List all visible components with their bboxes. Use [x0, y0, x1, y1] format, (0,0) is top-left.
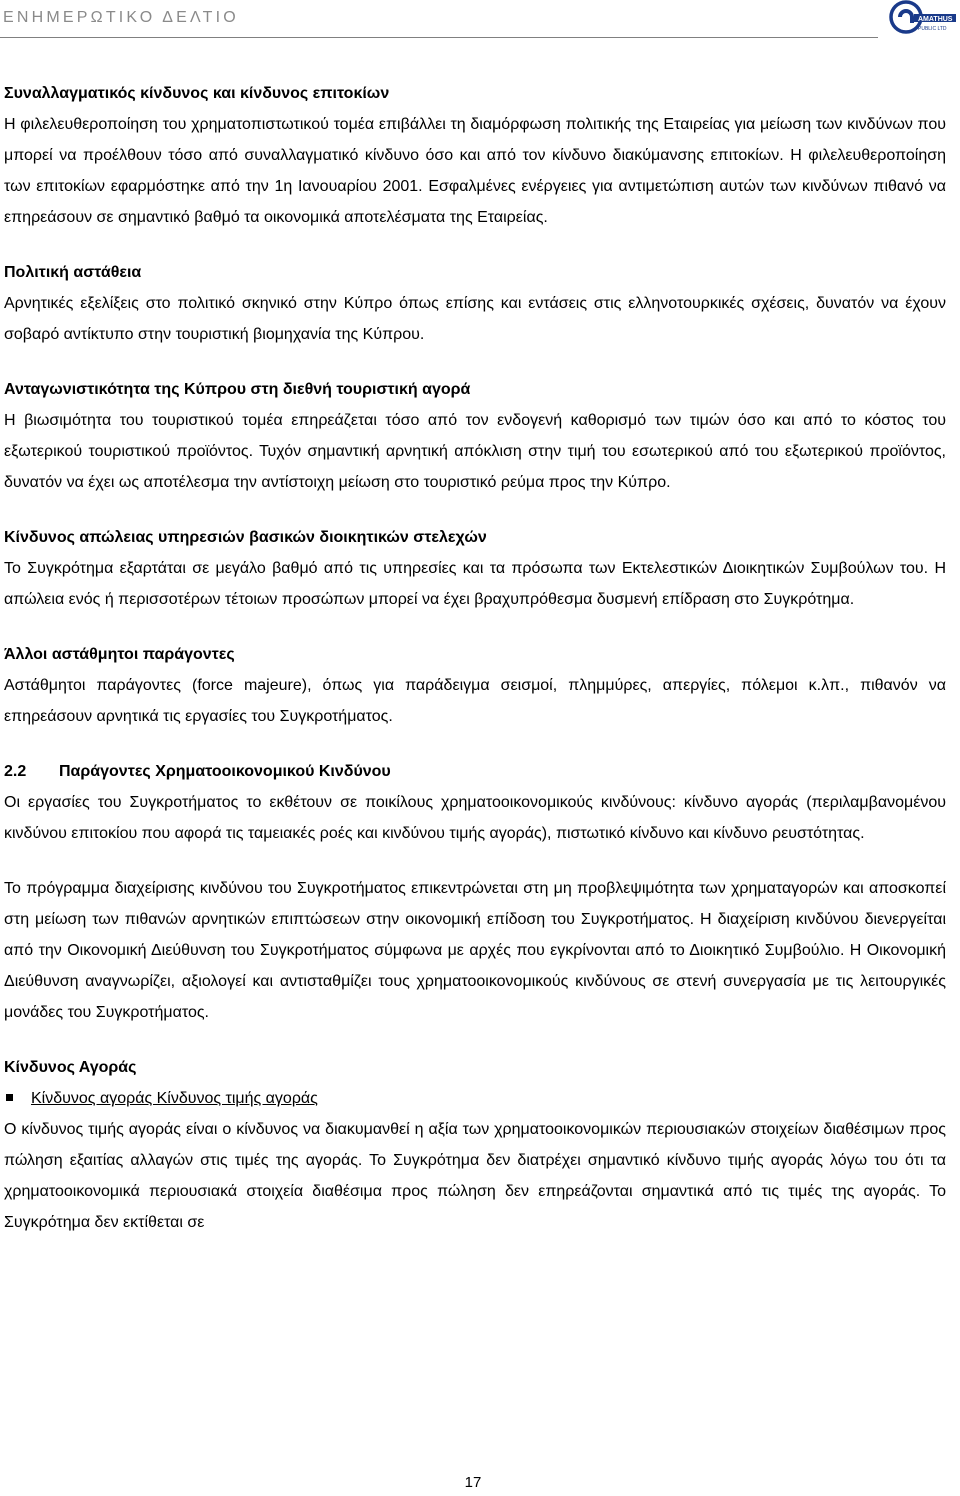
section-paragraph: Οι εργασίες του Συγκροτήματος το εκθέτουν σε ποικίλους χρηματοοικονομικούς κινδύνους: κίνδυνο αγοράς (περιλαμβανομένου κινδύνου επιτοκίου που αφορά τις ταμειακές ροές και κινδύνου τιμής αγοράς), πιστωτικό κίνδυνο και κίνδυνο ρευστότητας. [4, 794, 946, 842]
section-paragraph: Ο κίνδυνος τιμής αγοράς είναι ο κίνδυνος να διακυμανθεί η αξία των χρηματοοικονομικών περιουσιακών στοιχείων διαθέσιμων προς πώληση εξαιτίας αλλαγών στις τιμές της αγοράς. Το Συγκρότημα δεν διατρέχει σημαντικό κίνδυνο τιμής αγοράς λόγω του ότι τα χρηματοοικονομικά περιουσιακά στοιχεία διαθέσιμα προς πώληση δεν επηρεάζονται σημαντικά από τις τιμές της αγοράς. Το Συγκρότημα δεν εκτίθεται σε [4, 1121, 946, 1231]
header-rule [0, 37, 878, 38]
section-paragraph: Το Συγκρότημα εξαρτάται σε μεγάλο βαθμό από τις υπηρεσίες και τα πρόσωπα των Εκτελεστικών Διοικητικών Συμβούλων του. Η απώλεια ενός ή περισσοτέρων τέτοιων προσώπων μπορεί να έχει βραχυπρόθεσμα δυσμενή επίδραση στο Συγκρότημα. [4, 560, 946, 608]
section-force-majeure [4, 639, 946, 732]
section-fx-interest-risk [4, 78, 946, 233]
section-heading: Άλλοι αστάθμητοι παράγοντες [4, 646, 235, 663]
section-paragraph: Η βιωσιμότητα του τουριστικού τομέα επηρεάζεται τόσο από τον ενδογενή καθορισμό των τιμών όσο και από το κόστος του εξωτερικού τουριστικού προϊόντος. Τυχόν σημαντική αρνητική απόκλιση στην τιμή του εσωτερικού από του εξωτερικού προϊόντος, δυνατόν να έχει ως αποτέλεσμα την αντίστοιχη μείωση στο τουριστικό ρεύμα προς την Κύπρο. [4, 412, 946, 491]
section-heading: Παράγοντες Χρηματοοικονομικού Κινδύνου [59, 763, 391, 780]
section-key-personnel [4, 522, 946, 615]
section-competitiveness [4, 374, 946, 498]
page-number: 17 [464, 1474, 482, 1491]
section-heading: Κίνδυνος απώλειας υπηρεσιών βασικών διοικητικών στελεχών [4, 529, 487, 546]
section-paragraph: Αστάθμητοι παράγοντες (force majeure), όπως για παράδειγμα σεισμοί, πλημμύρες, απεργίες, πόλεμοι κ.λπ., πιθανόν να επηρεάσουν αρνητικά τις εργασίες του Συγκροτήματος. [4, 677, 946, 725]
section-number: 2.2 [4, 763, 27, 780]
bullet-item [4, 1083, 946, 1114]
page-header [0, 0, 960, 40]
company-logo [888, 0, 958, 38]
section-heading: Συναλλαγματικός κίνδυνος και κίνδυνος επιτοκίων [4, 85, 390, 102]
section-paragraph: Αρνητικές εξελίξεις στο πολιτικό σκηνικό στην Κύπρο όπως επίσης και εντάσεις στις ελληνοτουρκικές σχέσεις, δυνατόν να έχουν σοβαρό αντίκτυπο στην τουριστική βιομηχανία της Κύπρου. [4, 295, 946, 343]
numbered-heading [4, 756, 946, 787]
section-heading: Ανταγωνιστικότητα της Κύπρου στη διεθνή τουριστική αγορά [4, 381, 471, 398]
section-heading: Πολιτική αστάθεια [4, 264, 142, 281]
section-paragraph: Το πρόγραμμα διαχείρισης κινδύνου του Συγκροτήματος επικεντρώνεται στη μη προβλεψιμότητα των χρηματαγορών και αποσκοπεί στη μείωση των πιθανών αρνητικών επιπτώσεων στην οικονομική επίδοση του Συγκροτήματος. Η διαχείριση κινδύνου διενεργείται από την Οικονομική Διεύθυνση του Συγκροτήματος σύμφωνα με αρχές που εγκρίνονται από το Διοικητικό Συμβούλιο. Η Οικονομική Διεύθυνση αναγνωρίζει, αξιολογεί και αντισταθμίζει τους χρηματοοικονομικούς κινδύνους σε στενή συνεργασία με τις λειτουργικές μονάδες του Συγκροτήματος. [4, 880, 946, 1021]
logo-wordmark: AMATHUS [918, 16, 953, 23]
square-bullet-icon [6, 1094, 13, 1101]
amathus-logo-icon [888, 0, 958, 38]
bullet-text: Κίνδυνος αγοράς Κίνδυνος τιμής αγοράς [31, 1090, 318, 1107]
section-political-instability [4, 257, 946, 350]
document-body [0, 78, 946, 1238]
section-market-risk [4, 1052, 946, 1238]
header-title: ΕΝΗΜΕΡΩΤΙΚΟ ΔΕΛΤΙΟ [3, 9, 239, 26]
section-heading: Κίνδυνος Αγοράς [4, 1059, 137, 1076]
logo-subtext: PUBLIC LTD [918, 26, 947, 32]
section-financial-risk-factors [4, 756, 946, 1028]
section-paragraph: Η φιλελευθεροποίηση του χρηματοπιστωτικού τομέα επιβάλλει τη διαμόρφωση πολιτικής της Εταιρείας για μείωση των κινδύνων που μπορεί να προέλθουν τόσο από συναλλαγματικό κίνδυνο όσο και από τον κίνδυνο διακύμανσης επιτοκίων. Η φιλελευθεροποίηση των επιτοκίων εφαρμόστηκε από την 1η Ιανουαρίου 2001. Εσφαλμένες ενέργειες για αντιμετώπιση αυτών των κινδύνων πιθανό να επηρεάσουν σε σημαντικό βαθμό τα οικονομικά αποτελέσματα της Εταιρείας. [4, 116, 946, 226]
